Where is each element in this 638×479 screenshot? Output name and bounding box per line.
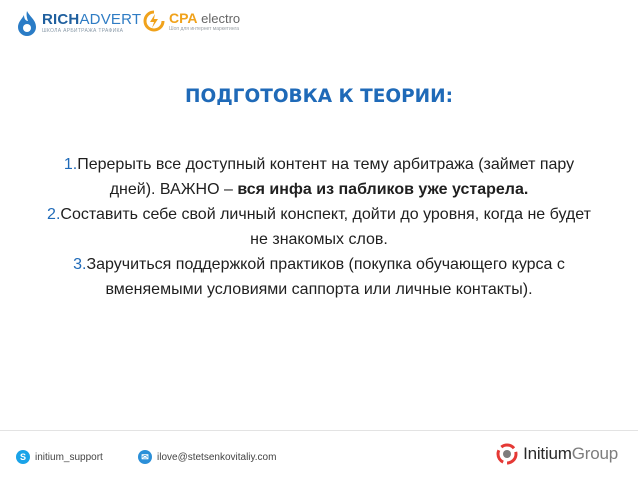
skype-contact[interactable] — [16, 450, 103, 464]
list-item-2 — [44, 202, 594, 252]
skype-icon: S — [16, 450, 30, 464]
mail-icon: ✉ — [138, 450, 152, 464]
header — [0, 0, 638, 50]
richadvert-bold: RICH — [42, 11, 80, 28]
initium-logo-icon — [496, 443, 518, 465]
item-text: Заручиться поддержкой практиков (покупка обучающего курса с вменяемыми условиями саппорта или личные контакты). — [86, 256, 565, 298]
initium-group-logo — [496, 443, 618, 465]
footer — [0, 430, 638, 479]
list-item-1 — [44, 152, 594, 202]
slide-title: ПОДГОТОВКА К ТЕОРИИ: — [185, 86, 453, 107]
cpa-thin: electro — [197, 10, 241, 26]
email-address: ilove@stetsenkovitaliy.com — [157, 451, 277, 463]
skype-handle: initium_support — [35, 451, 103, 463]
item-text: Составить себе свой личный конспект, дойти до уровня, когда не будет не знакомых слов. — [60, 206, 591, 248]
email-contact[interactable] — [138, 450, 276, 464]
item-bold-text: вся инфа из пабликов уже устарела. — [237, 181, 529, 198]
cpa-electro-logo — [143, 10, 240, 32]
item-number: 2. — [47, 206, 61, 223]
flame-icon — [16, 10, 38, 36]
item-number: 1. — [63, 156, 78, 173]
list-item-3 — [44, 252, 594, 302]
item-text: Перерыть все доступный контент на тему арбитража (займет пару дней). ВАЖНО – — [77, 156, 575, 198]
brand-main: Initium — [523, 444, 572, 463]
slide-body — [44, 152, 594, 302]
cpa-bold: CPA — [169, 9, 198, 26]
richadvert-logo — [16, 10, 141, 36]
richadvert-thin: ADVERT — [79, 11, 142, 28]
richadvert-tagline: ШКОЛА АРБИТРАЖА ТРАФИКА — [42, 28, 124, 34]
footer-divider — [0, 430, 638, 431]
bolt-icon — [143, 10, 165, 32]
cpa-tagline: Шоп для интернет маркетинга — [169, 25, 239, 32]
brand-group: Group — [571, 444, 618, 463]
item-number: 3. — [73, 256, 87, 273]
